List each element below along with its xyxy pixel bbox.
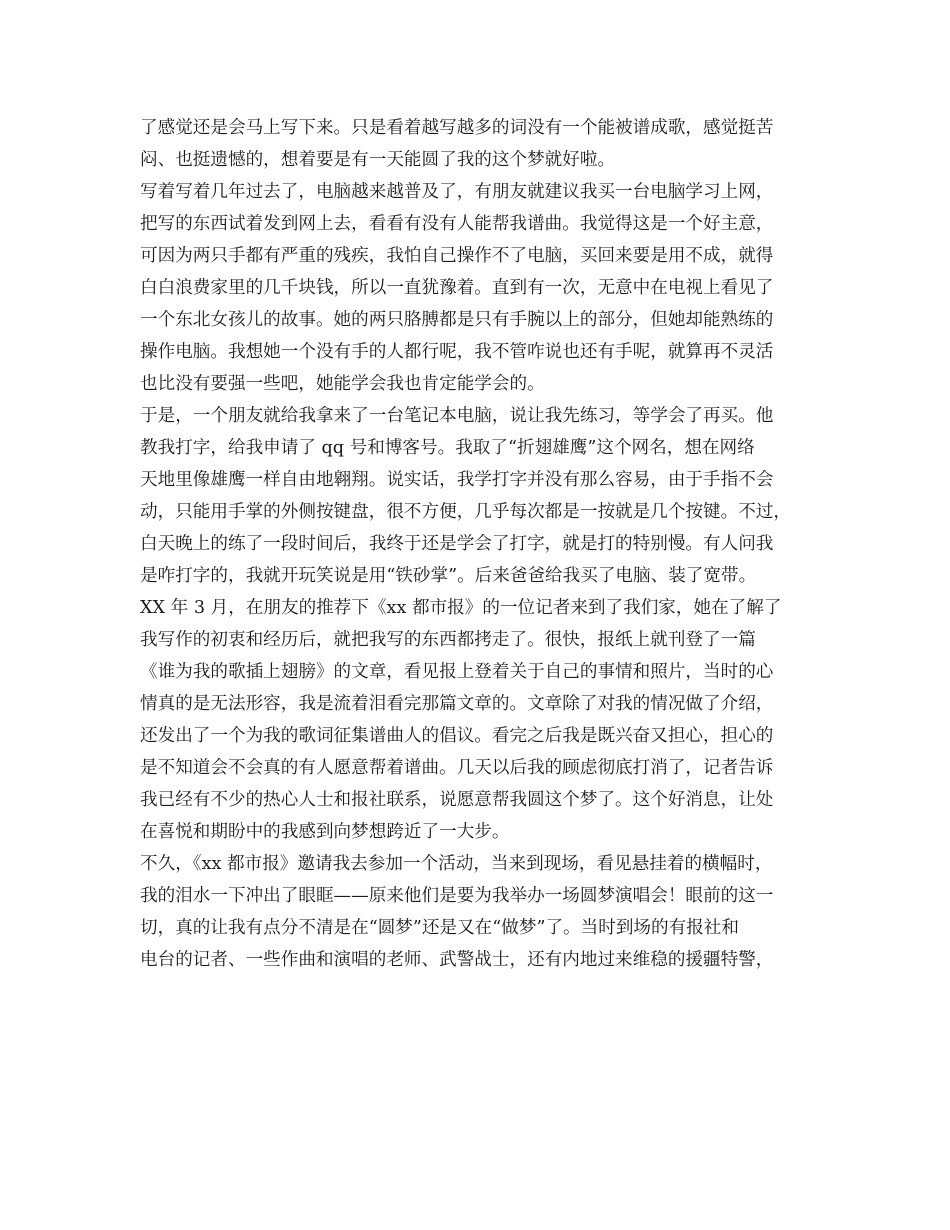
text-line: 一个东北女孩儿的故事。她的两只胳膊都是只有手腕以上的部分，但她却能熟练的: [140, 310, 774, 330]
text-line: 电台的记者、一些作曲和演唱的老师、武警战士，还有内地过来维稳的援疆特警，: [140, 950, 774, 970]
text-line: 闷、也挺遗憾的，想着要是有一天能圆了我的这个梦就好啦。: [140, 150, 616, 170]
text-line: 我写作的初衷和经历后，就把我写的东西都拷走了。很快，报纸上就刊登了一篇: [140, 630, 756, 650]
text-line: 于是，一个朋友就给我拿来了一台笔记本电脑，说让我先练习，等学会了再买。他: [140, 406, 774, 426]
text-line: 也比没有要强一些吧，她能学会我也肯定能学会的。: [140, 374, 545, 394]
text-line: 情真的是无法形容，我是流着泪看完那篇文章的。文章除了对我的情况做了介绍，: [140, 694, 774, 714]
body-text: [140, 112, 830, 976]
text-line: 切，真的让我有点分不清是在“圆梦”还是又在“做梦”了。当时到场的有报社和: [140, 918, 739, 938]
text-line: 是咋打字的，我就开玩笑说是用“铁砂掌”。后来爸爸给我买了电脑、装了宽带。: [140, 566, 757, 586]
text-line: 我的泪水一下冲出了眼眶——原来他们是要为我举办一场圆梦演唱会！眼前的这一: [140, 886, 774, 906]
text-line: 动，只能用手掌的外侧按键盘，很不方便，几乎每次都是一按就是几个按键。不过，: [140, 502, 791, 522]
text-line: 还发出了一个为我的歌词征集谱曲人的倡议。看完之后我是既兴奋又担心，担心的: [140, 726, 774, 746]
text-line: 白天晚上的练了一段时间后，我终于还是学会了打字，就是打的特别慢。有人问我: [140, 534, 774, 554]
text-line: 操作电脑。我想她一个没有手的人都行呢，我不管咋说也还有手呢，就算再不灵活: [140, 342, 774, 362]
text-line: 白白浪费家里的几千块钱，所以一直犹豫着。直到有一次，无意中在电视上看见了: [140, 278, 774, 298]
text-line: 我已经有不少的热心人士和报社联系，说愿意帮我圆这个梦了。这个好消息，让处: [140, 790, 774, 810]
text-line: 在喜悦和期盼中的我感到向梦想跨近了一大步。: [140, 822, 510, 842]
text-line: 写着写着几年过去了，电脑越来越普及了，有朋友就建议我买一台电脑学习上网，: [140, 182, 774, 202]
text-line: 是不知道会不会真的有人愿意帮着谱曲。几天以后我的顾虑彻底打消了，记者告诉: [140, 758, 774, 778]
text-line: 天地里像雄鹰一样自由地翱翔。说实话，我学打字并没有那么容易，由于手指不会: [140, 470, 774, 490]
text-line: 教我打字，给我申请了 qq 号和博客号。我取了“折翅雄鹰”这个网名，想在网络: [140, 438, 755, 458]
text-line: 可因为两只手都有严重的残疾，我怕自己操作不了电脑，买回来要是用不成，就得: [140, 246, 774, 266]
text-line: XX 年 3 月，在朋友的推荐下《xx 都市报》的一位记者来到了我们家，她在了解了: [140, 598, 782, 618]
text-line: 不久，《xx 都市报》邀请我去参加一个活动，当来到现场，看见悬挂着的横幅时，: [140, 854, 773, 874]
text-line: 把写的东西试着发到网上去，看看有没有人能帮我谱曲。我觉得这是一个好主意，: [140, 214, 774, 234]
text-line: 了感觉还是会马上写下来。只是看着越写越多的词没有一个能被谱成歌，感觉挺苦: [140, 118, 774, 138]
text-line: 《谁为我的歌插上翅膀》的文章，看见报上登着关于自己的事情和照片，当时的心: [140, 662, 774, 682]
